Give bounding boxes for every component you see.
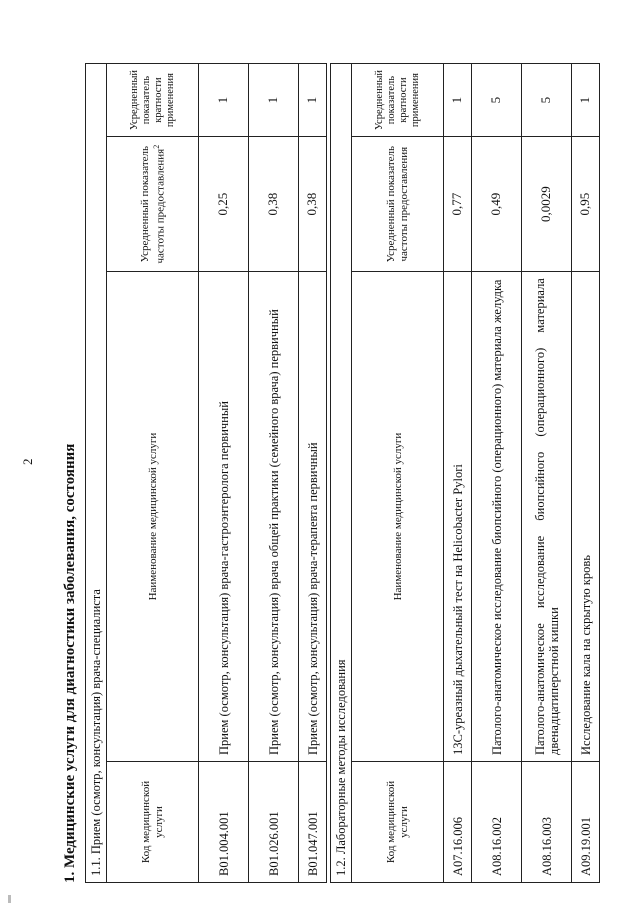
column-header-name: Наименование медицинской услуги bbox=[107, 272, 199, 762]
service-code: A09.19.001 bbox=[572, 762, 600, 883]
service-frequency: 0,49 bbox=[472, 137, 522, 272]
table-subheading: 1.1. Прием (осмотр, консультация) врача-специалиста bbox=[86, 64, 107, 883]
service-name: Патолого-анатомическое исследование биопсийного (операционного) материала двенадцатиперстной кишки bbox=[522, 272, 572, 762]
service-frequency: 0,0029 bbox=[522, 137, 572, 272]
service-name: Патолого-анатомическое исследование биопсийного (операционного) материала желудка bbox=[472, 272, 522, 762]
column-header-multiplicity: Усредненный показатель кратности применения bbox=[352, 64, 444, 137]
page-number: 2 bbox=[20, 458, 35, 465]
service-name: 13С-уреазный дыхательный тест на Helicobacter Pylori bbox=[444, 272, 472, 762]
service-code: A08.16.002 bbox=[472, 762, 522, 883]
service-name: Исследование кала на скрытую кровь bbox=[572, 272, 600, 762]
service-code: A07.16.006 bbox=[444, 762, 472, 883]
table-header-row bbox=[352, 64, 444, 883]
section-heading: 1. Медицинские услуги для диагностики заболевания, состояния bbox=[62, 443, 78, 883]
table-header-row bbox=[107, 64, 199, 883]
column-header-frequency: Усредненный показатель частоты предоставления bbox=[352, 137, 444, 272]
service-multiplicity: 5 bbox=[522, 64, 572, 137]
footnote-marker: 2 bbox=[151, 144, 161, 149]
column-header-frequency bbox=[107, 137, 199, 272]
service-frequency: 0,38 bbox=[249, 137, 299, 272]
service-multiplicity: 1 bbox=[572, 64, 600, 137]
table-subheading: 1.2. Лабораторные методы исследования bbox=[331, 64, 352, 883]
column-header-name: Наименование медицинской услуги bbox=[352, 272, 444, 762]
service-code: A08.16.003 bbox=[522, 762, 572, 883]
services-table-laboratory bbox=[330, 63, 600, 883]
service-frequency: 0,38 bbox=[299, 137, 327, 272]
service-code: B01.004.001 bbox=[199, 762, 249, 883]
services-table-consultations bbox=[85, 63, 327, 883]
service-name: Прием (осмотр, консультация) врача-терапевта первичный bbox=[299, 272, 327, 762]
service-multiplicity: 1 bbox=[299, 64, 327, 137]
service-multiplicity: 1 bbox=[444, 64, 472, 137]
column-header-multiplicity: Усредненный показатель кратности применения bbox=[107, 64, 199, 137]
scan-artifact bbox=[8, 895, 11, 903]
service-name: Прием (осмотр, консультация) врача-гастроэнтеролога первичный bbox=[199, 272, 249, 762]
service-multiplicity: 1 bbox=[249, 64, 299, 137]
service-multiplicity: 1 bbox=[199, 64, 249, 137]
table-row bbox=[444, 64, 472, 883]
service-frequency: 0,77 bbox=[444, 137, 472, 272]
table-row bbox=[572, 64, 600, 883]
table-row bbox=[199, 64, 249, 883]
service-frequency: 0,25 bbox=[199, 137, 249, 272]
service-frequency: 0,95 bbox=[572, 137, 600, 272]
table-row bbox=[249, 64, 299, 883]
column-header-frequency-text: Усредненный показатель частоты предоставления bbox=[138, 145, 167, 264]
service-name: Прием (осмотр, консультация) врача общей практики (семейного врача) первичный bbox=[249, 272, 299, 762]
service-code: B01.026.001 bbox=[249, 762, 299, 883]
table-row bbox=[522, 64, 572, 883]
table-row bbox=[472, 64, 522, 883]
column-header-code: Код медицинской услуги bbox=[352, 762, 444, 883]
service-multiplicity: 5 bbox=[472, 64, 522, 137]
table-row bbox=[299, 64, 327, 883]
service-code: B01.047.001 bbox=[299, 762, 327, 883]
column-header-code: Код медицинской услуги bbox=[107, 762, 199, 883]
